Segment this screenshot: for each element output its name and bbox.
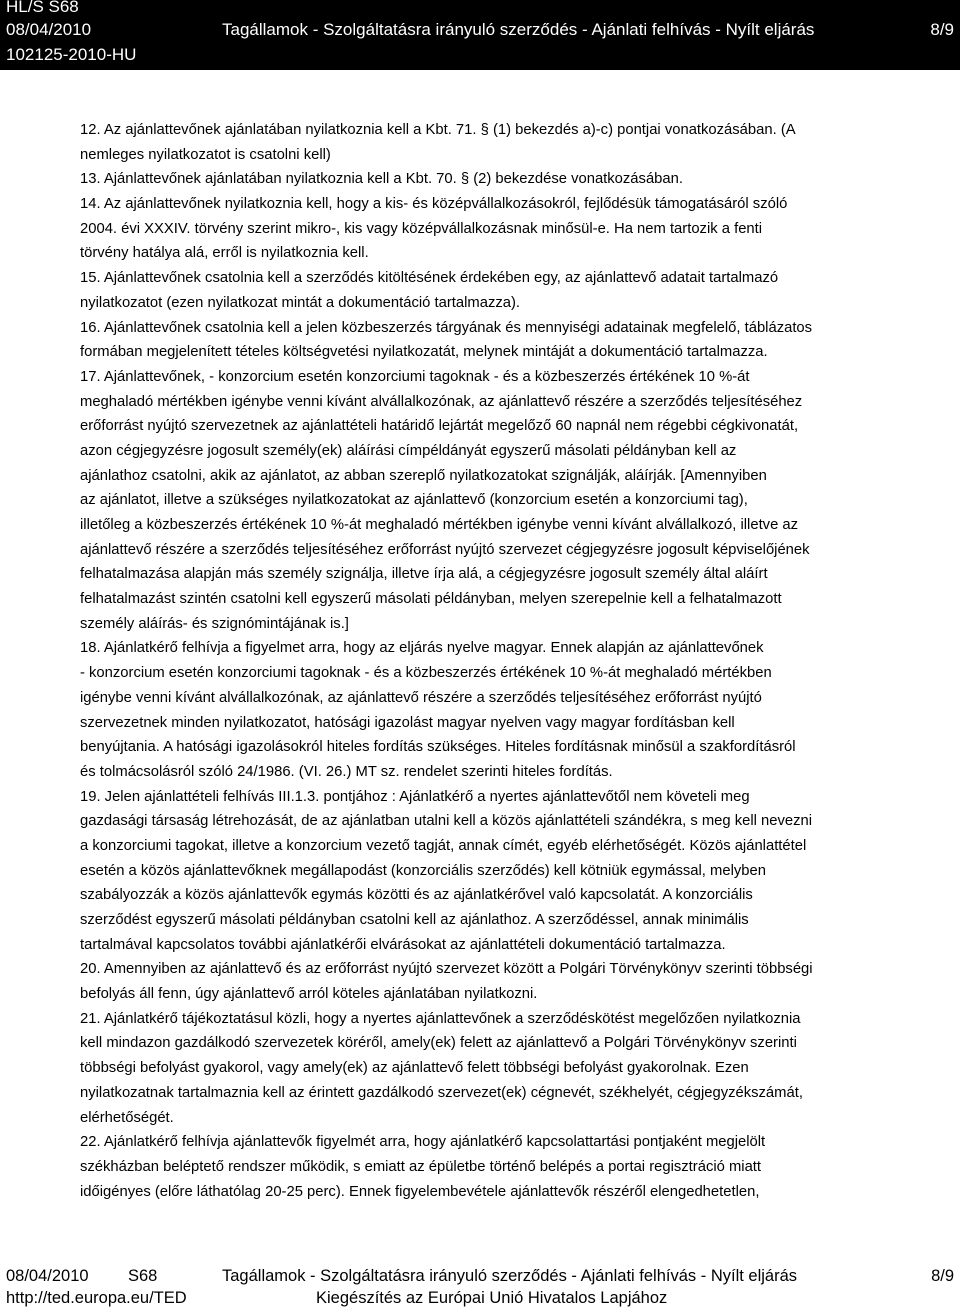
body-text-line: felhatalmazást szintén csatolni kell egyszerű másolati példányban, melyen szerepelnie kell a felhatalmazott (80, 591, 782, 608)
body-text-line: ajánlathoz csatolni, akik az ajánlatot, az abban szereplő nyilatkozatokat szignálják, aláírják. [Amennyiben (80, 467, 767, 484)
body-text-line: gazdasági társaság létrehozását, de az ajánlatban utalni kell a közös ajánlattételi szándékra, s meg kell nevezni (80, 813, 813, 830)
page-footer (0, 1262, 960, 1311)
header-page-number: 8/9 (930, 20, 954, 39)
body-text-line: felhatalmazása alapján más személy szignálja, illetve írja alá, a cégjegyzésre jogosult személy által aláírt (80, 566, 768, 583)
body-text-line: meghaladó mértékben igénybe venni kívánt alvállalkozónak, az ajánlattevő részére a szerződés teljesítéséhez (80, 393, 803, 410)
body-text-line: 13. Ajánlattevőnek ajánlatában nyilatkoznia kell a Kbt. 70. § (2) bekezdése vonatkozásában. (80, 171, 683, 188)
body-text-line: nyilatkozatot (ezen nyilatkozat mintát a dokumentáció tartalmazza). (80, 294, 521, 311)
body-text-line: erőforrást nyújtó szervezetnek az ajánlattételi határidő lejártát megelőző 60 napnál nem régebbi cégkivonatát, (80, 418, 799, 435)
body-text-line: szerződést egyszerű másolati példányban csatolni kell az ajánlathoz. A szerződéssel, annak minimális (80, 912, 749, 928)
body-text-line: a konzorciumi tagokat, illetve a konzorcium vezető tagját, annak címét, egyéb elérhetőségét. Közös ajánlattétel (80, 837, 807, 854)
body-text-line: esetén a közös ajánlattevőknek megállapodást (konzorciális szerződés) kell kötniük egymással, melyben (80, 862, 766, 879)
body-text-line: illetőleg a közbeszerzés értékének 10 %-át meghaladó mértékben igénybe venni kívánt alvállalkozó, illetve az (80, 517, 799, 533)
body-text-line: szabályozzák a közös ajánlattevők egymás közötti és az ajánlatkérővel való kapcsolatát. A konzorciális (80, 887, 753, 904)
body-text-line: kell mindazon gazdálkodó szervezetek köréről, amely(ek) felett az ajánlattevő a Polgári Törvénykönyv szerinti (80, 1035, 797, 1052)
body-text-line: székházban beléptető rendszer működik, s emiatt az épületbe történő belépés a portai regisztráció miatt (80, 1158, 762, 1175)
footer-title: Tagállamok - Szolgáltatásra irányuló szerződés - Ajánlati felhívás - Nyílt eljárás (222, 1267, 798, 1285)
header-doc-id: 102125-2010-HU (6, 45, 137, 64)
body-text-line: nemleges nyilatkozatot is csatolni kell) (80, 146, 331, 163)
body-text-line: 16. Ajánlattevőnek csatolnia kell a jelen közbeszerzés tárgyának és mennyiségi adatainak megfelelő, táblázatos (80, 319, 813, 336)
body-text-line: ajánlattevő részére a szerződés teljesítéséhez erőforrást nyújtó szervezet cégjegyzésre jogosult képviselőjének (80, 541, 810, 558)
body-text-line: - konzorcium esetén konzorciumi tagoknak - és a közbeszerzés értékének 10 %-át meghaladó mértékben (80, 665, 772, 682)
footer-subtitle: Kiegészítés az Európai Unió Hivatalos Lapjához (316, 1289, 668, 1307)
body-text-line: 21. Ajánlatkérő tájékoztatásul közli, hogy a nyertes ajánlattevőnek a szerződéskötést megelőzően nyilatkoznia (80, 1010, 801, 1027)
header-series: HL/S S68 (6, 0, 79, 16)
body-text-line: 19. Jelen ajánlattételi felhívás III.1.3. pontjához : Ajánlatkérő a nyertes ajánlattevőtől nem követeli meg (80, 788, 750, 805)
body-text-line: 12. Az ajánlattevőnek ajánlatában nyilatkoznia kell a Kbt. 71. § (1) bekezdés a)-c) pontjai vonatkozásában. (A (80, 122, 796, 138)
document-body (80, 118, 960, 1204)
page-header (0, 0, 960, 70)
body-text-line: igénybe venni kívánt alvállalkozónak, az ajánlattevő részére a szerződés teljesítéséhez erőforrást nyújtó (80, 689, 762, 706)
body-text-line: 17. Ajánlattevőnek, - konzorcium esetén konzorciumi tagoknak - és a közbeszerzés értékének 10 %-át (80, 368, 750, 385)
body-text-line: törvény hatálya alá, erről is nyilatkoznia kell. (80, 245, 369, 262)
body-text-line: időigényes (előre láthatólag 20-25 perc). Ennek figyelembevétele ajánlattevők részéről elengedhetetlen, (80, 1183, 760, 1200)
footer-page-number: 8/9 (931, 1267, 954, 1285)
footer-code: S68 (128, 1267, 158, 1285)
body-text-line: befolyás áll fenn, úgy ajánlattevő arról köteles ajánlatában nyilatkozni. (80, 986, 538, 1003)
body-text-line: 2004. évi XXXIV. törvény szerint mikro-, kis vagy középvállalkozásnak minősül-e. Ha nem tartozik a fenti (80, 220, 763, 237)
body-text-line: 15. Ajánlattevőnek csatolnia kell a szerződés kitöltésének érdekében egy, az ajánlattevő adatait tartalmazó (80, 270, 779, 287)
body-text-line: formában megjelenített tételes költségvetési nyilatkozatát, melynek mintáját a dokumentáció tartalmazza. (80, 344, 768, 361)
body-text-line: azon cégjegyzésre jogosult személy(ek) aláírási címpéldányát egyszerű másolati példányban kell az (80, 442, 737, 459)
body-text-line: személy aláírás- és szignómintájának is.] (80, 615, 349, 632)
body-text-line: szervezetnek minden nyilatkozatot, hatósági igazolást magyar nyelven vagy magyar fordításban kell (80, 714, 735, 731)
body-text-line: 18. Ajánlatkérő felhívja a figyelmet arra, hogy az eljárás nyelve magyar. Ennek alapján az ajánlattevőnek (80, 640, 764, 657)
body-text-line: 14. Az ajánlattevőnek nyilatkoznia kell, hogy a kis- és középvállalkozásokról, fejlődésük támogatásáról szóló (80, 196, 788, 213)
body-text-line: az ajánlatot, illetve a szükséges nyilatkozatokat az ajánlattevő (konzorcium esetén a konzorciumi tag), (80, 492, 748, 509)
body-text-line: többségi befolyást gyakorol, vagy amely(ek) az ajánlattevő felett többségi befolyást gyakorolnak. Ezen (80, 1060, 749, 1077)
body-text-line: tartalmával kapcsolatos további ajánlatkérői elvárásokat az ajánlattételi dokumentáció tartalmazza. (80, 936, 726, 953)
body-text-line: benyújtania. A hatósági igazolásokról hiteles fordítás szükséges. Hiteles fordításnak minősül a szakfordításról (80, 739, 796, 756)
body-text-line: 22. Ajánlatkérő felhívja ajánlattevők figyelmét arra, hogy ajánlatkérő kapcsolattartási pontjaként megjelölt (80, 1134, 766, 1151)
body-text-line: nyilatkozatnak tartalmaznia kell az érintett gazdálkodó szervezet(ek) cégnevét, székhelyét, cégjegyzékszámát, (80, 1084, 803, 1101)
footer-date: 08/04/2010 (6, 1267, 89, 1285)
header-title: Tagállamok - Szolgáltatásra irányuló szerződés - Ajánlati felhívás - Nyílt eljárás (222, 20, 815, 39)
body-text-line: elérhetőségét. (80, 1109, 174, 1126)
body-text-line: és tolmácsolásról szóló 24/1986. (VI. 26.) MT sz. rendelet szerinti hiteles fordítás. (80, 763, 613, 780)
footer-url-link[interactable]: http://ted.europa.eu/TED (6, 1289, 187, 1307)
header-date: 08/04/2010 (6, 20, 92, 39)
body-text-line: 20. Amennyiben az ajánlattevő és az erőforrást nyújtó szervezet között a Polgári Törvénykönyv szerinti többségi (80, 961, 813, 978)
